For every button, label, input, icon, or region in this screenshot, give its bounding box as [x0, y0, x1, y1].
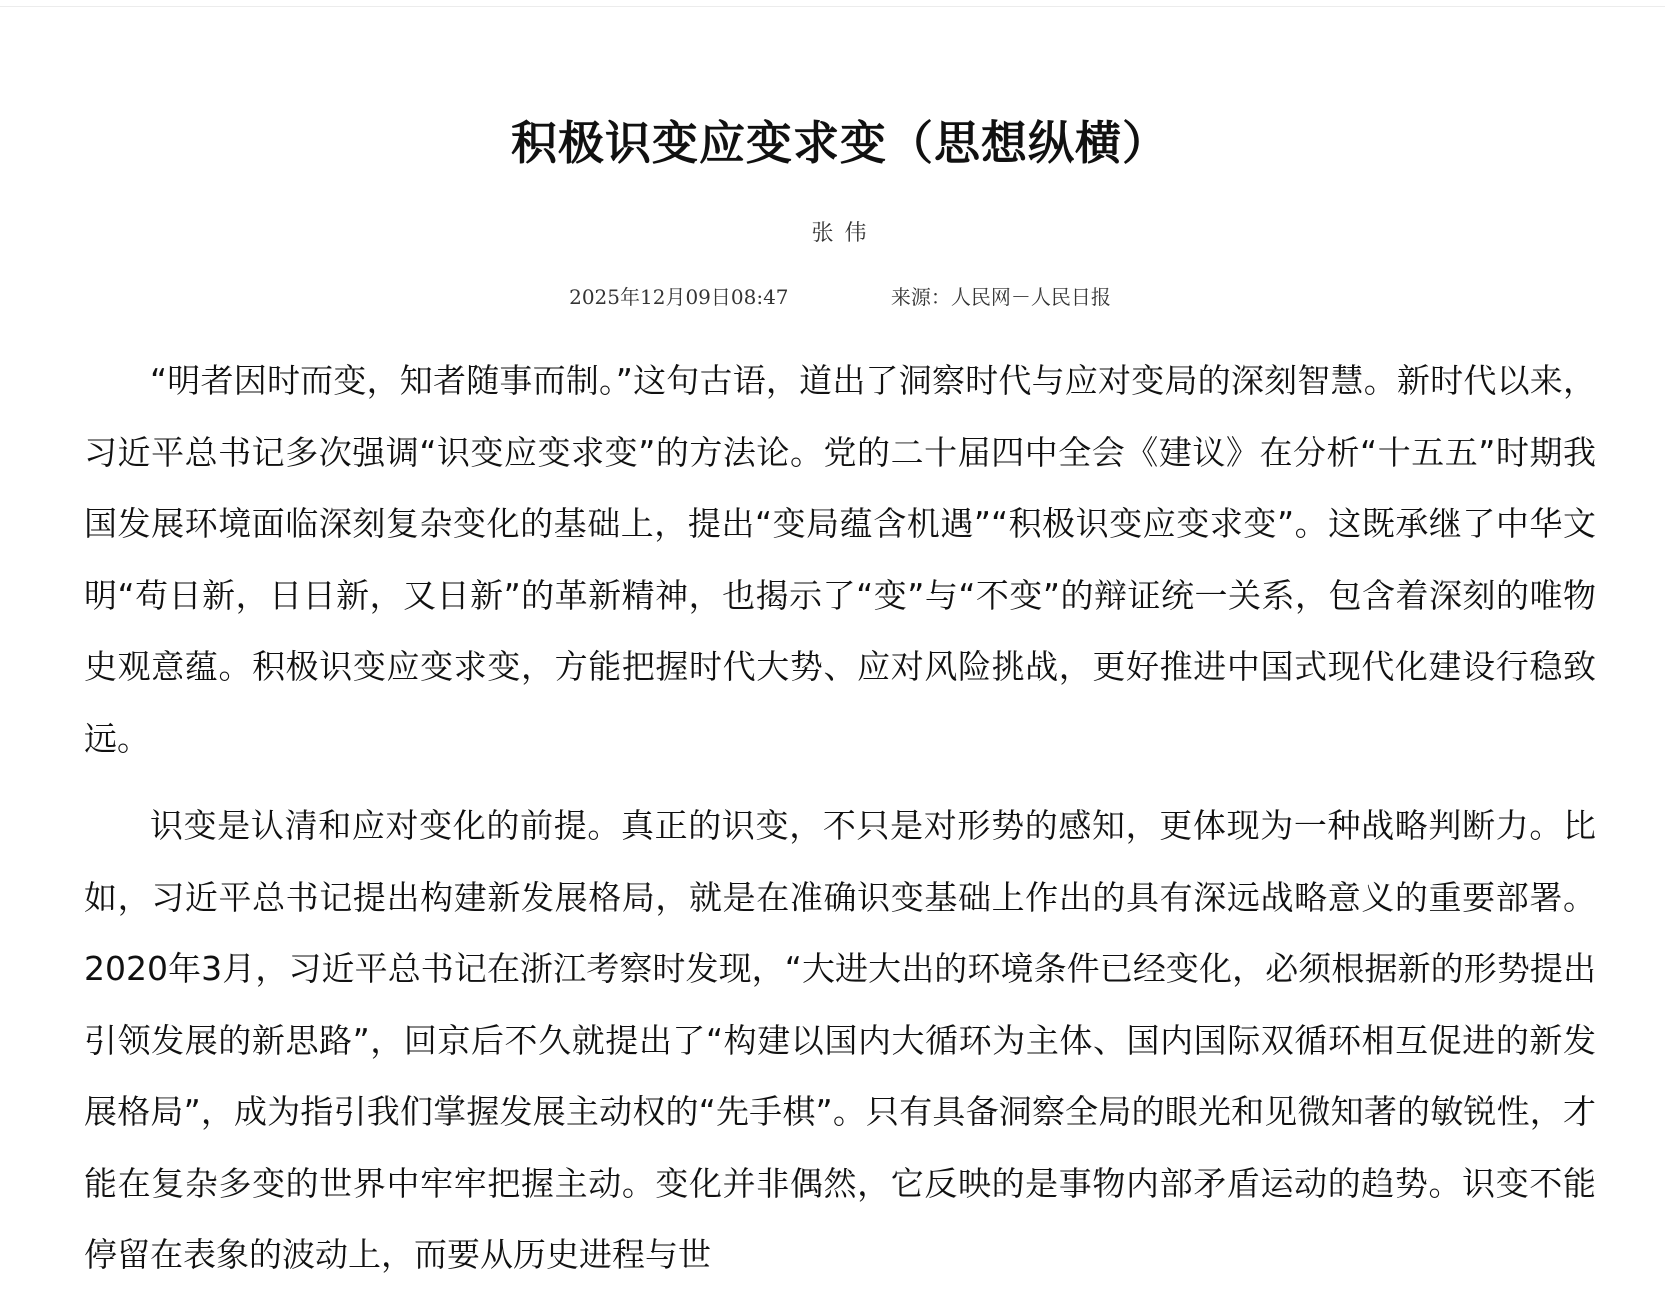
article-body — [84, 345, 1596, 1307]
article-paragraph: 识变是认清和应对变化的前提。真正的识变，不只是对形势的感知，更体现为一种战略判断力。比如，习近平总书记提出构建新发展格局，就是在准确识变基础上作出的具有深远战略意义的重要部署。2020年3月，习近平总书记在浙江考察时发现，“大进大出的环境条件已经变化，必须根据新的形势提出引领发展的新思路”，回京后不久就提出了“构建以国内大循环为主体、国内国际双循环相互促进的新发展格局”，成为指引我们掌握发展主动权的“先手棋”。只有具备洞察全局的眼光和见微知著的敏锐性，才能在复杂多变的世界中牢牢把握主动。变化并非偶然，它反映的是事物内部矛盾运动的趋势。识变不能停留在表象的波动上，而要从历史进程与世 — [84, 806, 1596, 1274]
article-paragraph: “明者因时而变，知者随事而制。”这句古语，道出了洞察时代与应对变局的深刻智慧。新时代以来，习近平总书记多次强调“识变应变求变”的方法论。党的二十届四中全会《建议》在分析“十五五”时期我国发展环境面临深刻复杂变化的基础上，提出“变局蕴含机遇”“积极识变应变求变”。这既承继了中华文明“苟日新，日日新，又日新”的革新精神，也揭示了“变”与“不变”的辩证统一关系，包含着深刻的唯物史观意蕴。积极识变应变求变，方能把握时代大势、应对风险挑战，更好推进中国式现代化建设行稳致远。 — [84, 361, 1596, 758]
article-author: 张 伟 — [811, 221, 869, 246]
article-meta — [84, 282, 1596, 312]
article-source: 来源：人民网－人民日报 — [890, 285, 1111, 309]
publish-date: 2025年12月09日08:47 — [569, 285, 789, 309]
top-divider — [0, 6, 1665, 7]
article-title: 积极识变应变求变（思想纵横） — [511, 116, 1169, 170]
